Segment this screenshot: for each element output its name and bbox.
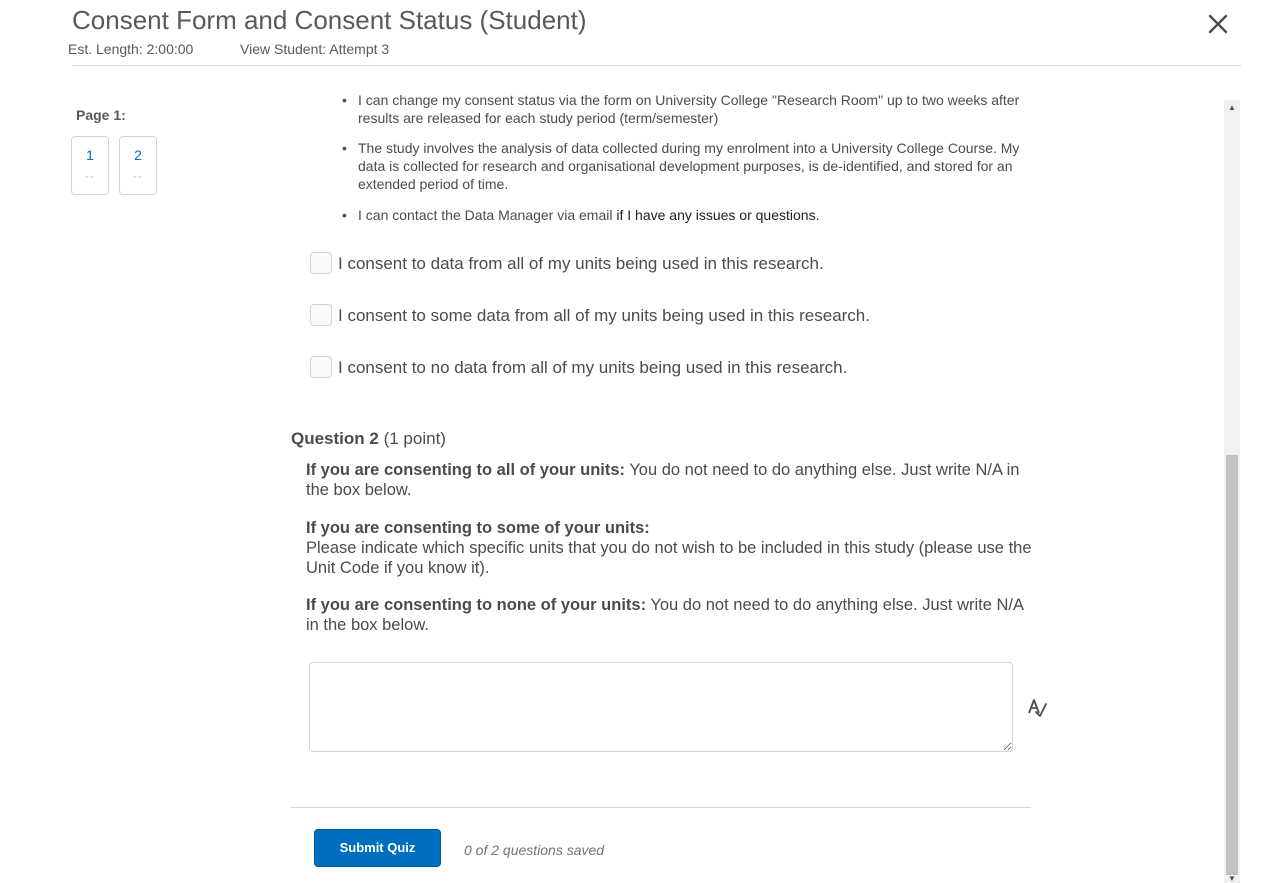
consent-option-all[interactable]: [310, 252, 1010, 276]
list-item: • I can contact the Data Manager via email if I have any issues or questions.: [342, 207, 820, 223]
checkbox[interactable]: [310, 356, 332, 378]
scrollbar[interactable]: [1224, 100, 1240, 883]
checkbox[interactable]: [310, 252, 332, 274]
question-2-heading: [291, 429, 446, 449]
instruction-all: If you are consenting to all of your units: You do not need to do anything else. Just write N/A in the box below.: [306, 461, 1020, 499]
bullet-icon: •: [342, 92, 347, 108]
scroll-thumb[interactable]: [1226, 455, 1238, 875]
option-label: I consent to some data from all of my units being used in this research.: [338, 306, 870, 325]
est-length: Est. Length: 2:00:00: [68, 41, 194, 57]
instruction-some: If you are consenting to some of your units: Please indicate which specific units that you do not wish to be included in this study (please use the Unit Code if you know it).: [306, 519, 1032, 577]
view-student-attempt: View Student: Attempt 3: [240, 41, 390, 57]
page-nav-button-1[interactable]: [71, 136, 109, 195]
page-nav-label: Page 1:: [76, 107, 126, 123]
option-label: I consent to no data from all of my units being used in this research.: [338, 358, 848, 377]
question-points: (1 point): [383, 429, 446, 448]
page-status: --: [133, 169, 143, 183]
quiz-header: [0, 0, 1284, 66]
page-number: 1: [86, 147, 94, 163]
bullet-icon: •: [342, 207, 347, 223]
footer-divider: [291, 807, 1031, 808]
consent-option-none[interactable]: [310, 356, 1010, 380]
header-divider: [72, 65, 1241, 66]
checkbox[interactable]: [310, 304, 332, 326]
page-status: --: [85, 169, 95, 183]
quiz-content: [290, 92, 1220, 883]
answer-textarea[interactable]: [309, 662, 1013, 752]
page-nav-button-2[interactable]: [119, 136, 157, 195]
scroll-down-icon[interactable]: ▼: [1228, 874, 1236, 883]
quiz-meta: [68, 41, 568, 59]
list-item: • I can change my consent status via the form on University College "Research Room" up to two weeks after results are released for each study period (term/semester): [342, 92, 1020, 126]
list-item: • The study involves the analysis of data collected during my enrolment into a University College Course. My data is collected for research and organisational development purposes, is de-identified, and stored for an extended period of time.: [342, 140, 1020, 192]
spellcheck-icon[interactable]: [1026, 697, 1048, 719]
submit-quiz-button[interactable]: Submit Quiz: [314, 829, 441, 867]
page-title: Consent Form and Consent Status (Student): [72, 5, 587, 35]
option-label: I consent to data from all of my units being used in this research.: [338, 254, 824, 273]
close-icon[interactable]: [1204, 8, 1232, 38]
save-status: 0 of 2 questions saved: [464, 842, 605, 858]
instruction-none: If you are consenting to none of your units: You do not need to do anything else. Just write N/A in the box below.: [306, 596, 1024, 634]
page-number: 2: [134, 147, 142, 163]
consent-option-some[interactable]: [310, 304, 1010, 328]
question-title: Question 2: [291, 429, 379, 448]
scroll-up-icon[interactable]: ▲: [1228, 103, 1236, 112]
bullet-icon: •: [342, 140, 347, 156]
